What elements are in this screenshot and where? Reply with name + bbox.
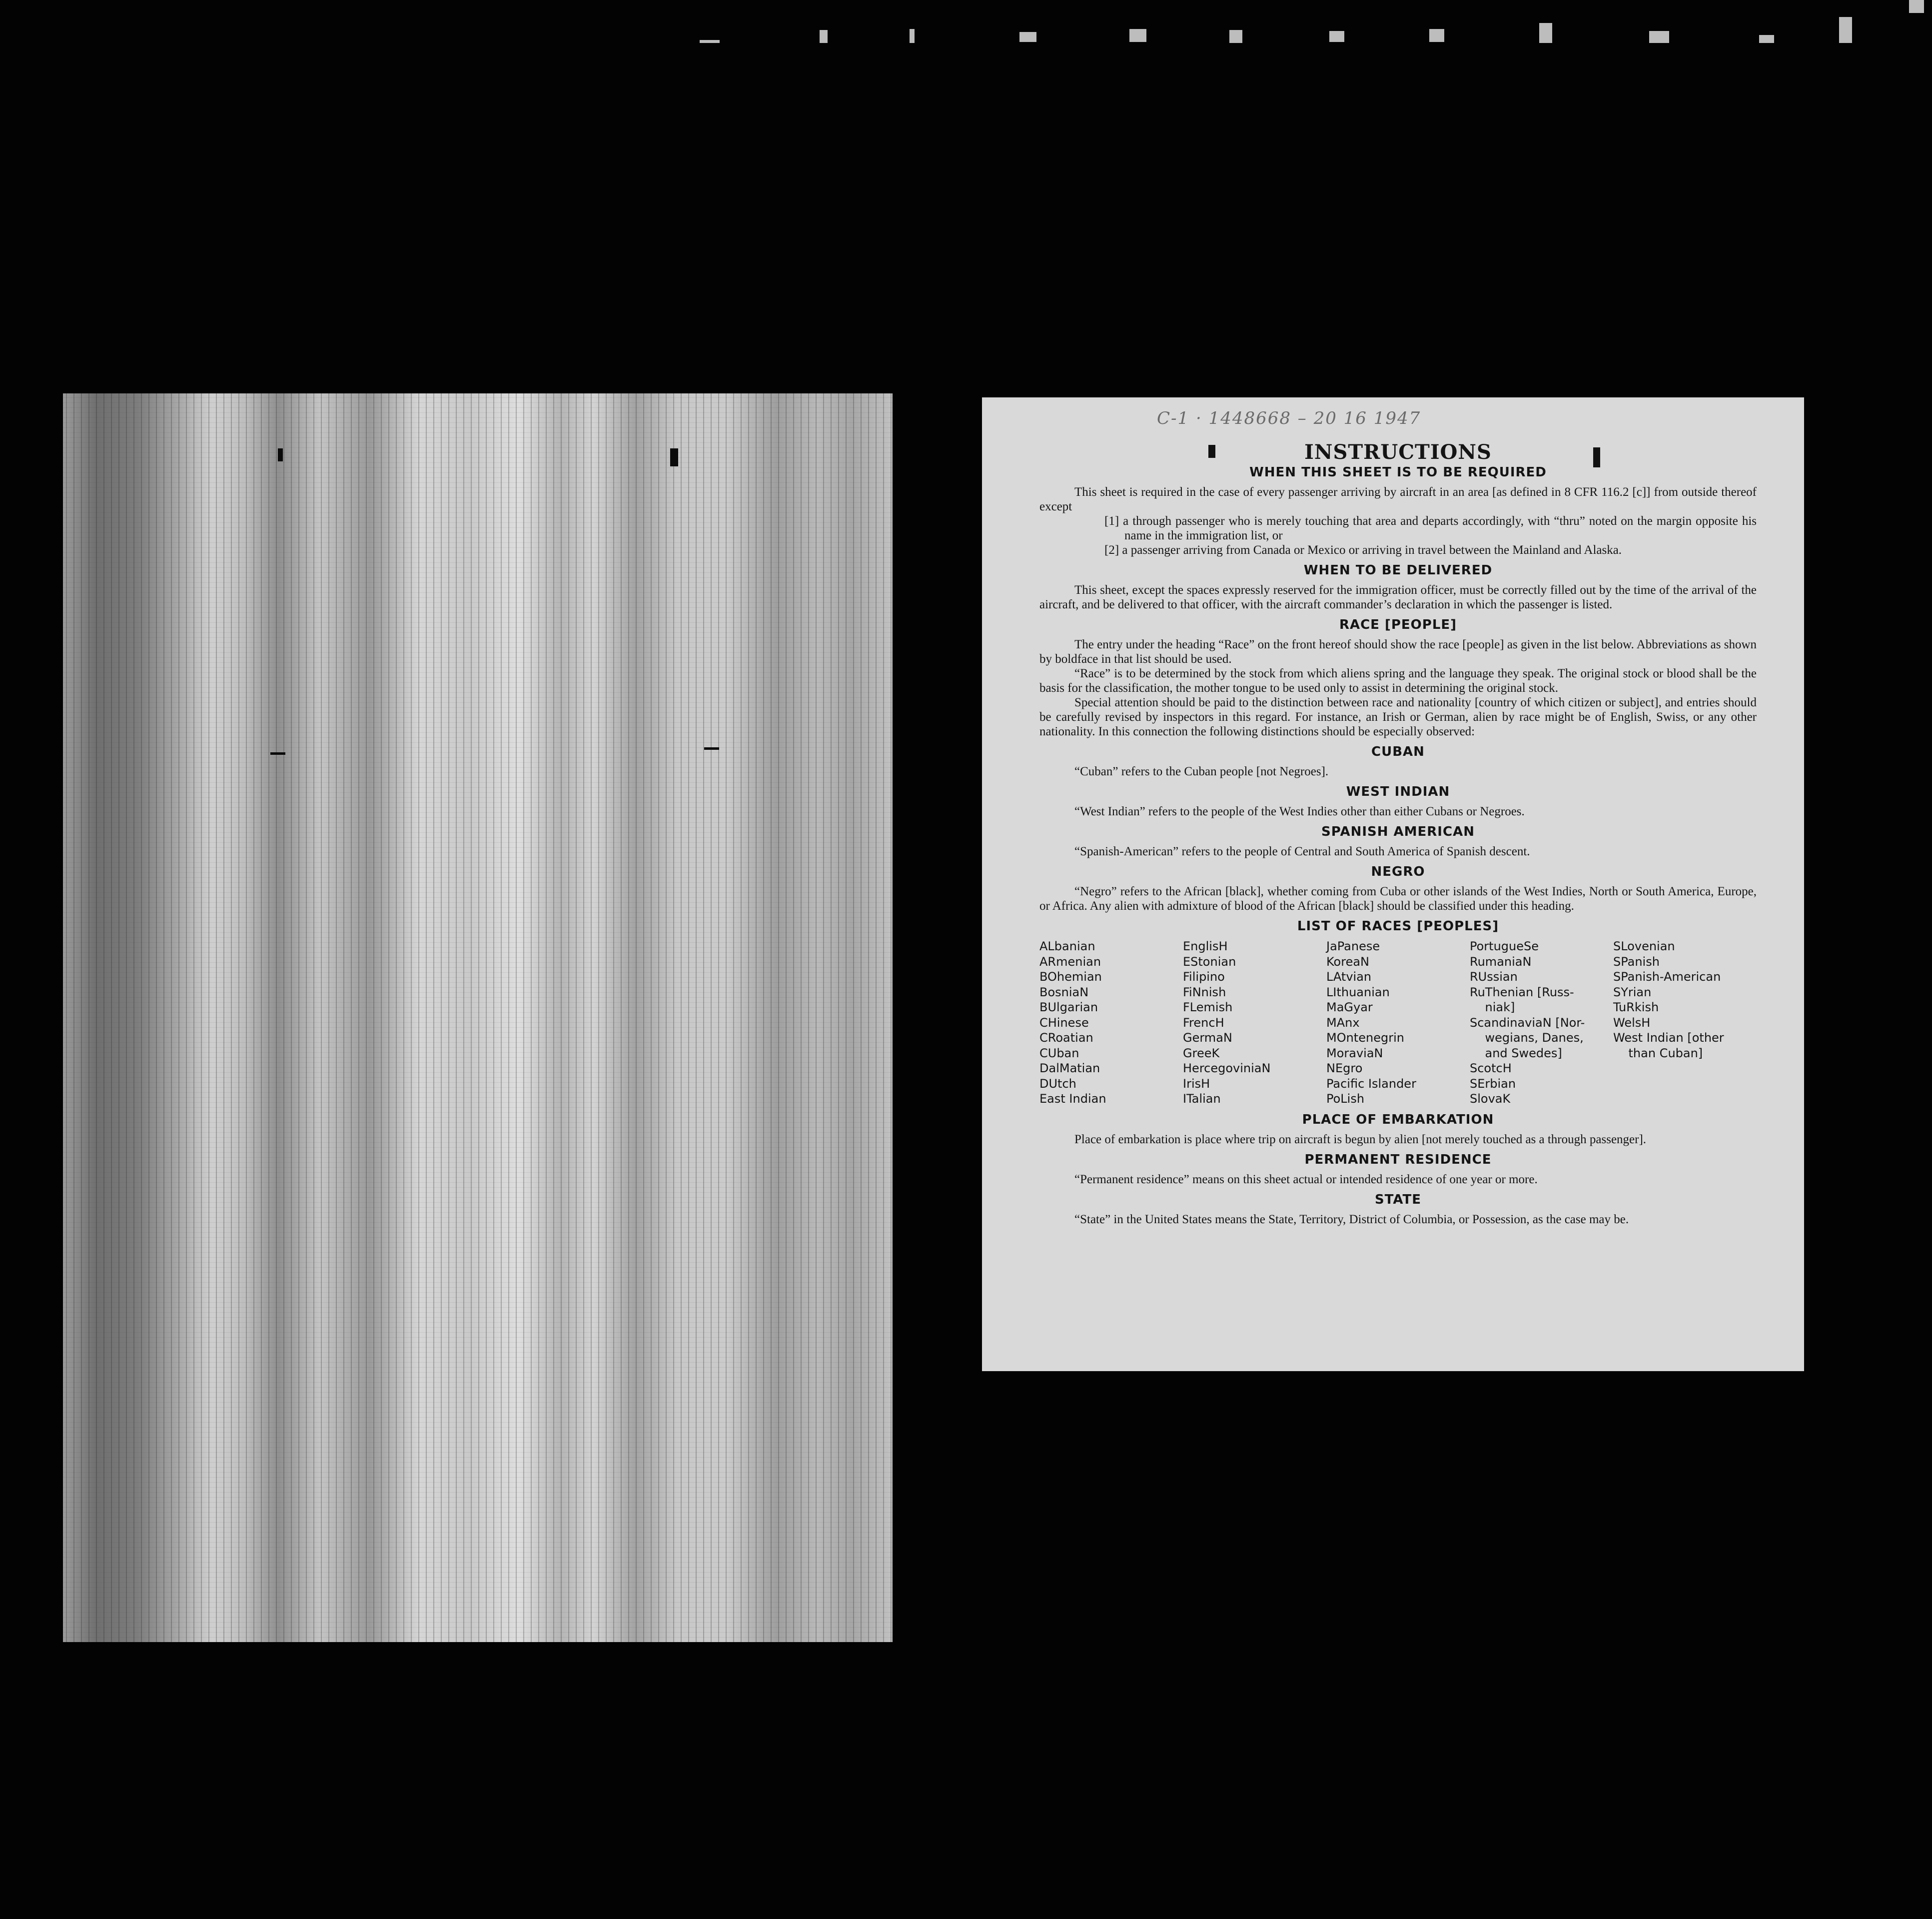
race-entry: SPanish-American [1613, 970, 1721, 984]
race-entry: ScandinaviaN [Nor- [1470, 1015, 1585, 1030]
section-paragraph: “West Indian” refers to the people of the West Indies other than either Cubans or Negroes. [1074, 805, 1525, 818]
race-entry: PortugueSe [1470, 939, 1539, 953]
race-entry: RuThenian [Russ- [1470, 985, 1574, 999]
races-column [1183, 939, 1326, 1107]
race-entry: Pacific Islander [1326, 1076, 1416, 1091]
punch-mark [670, 448, 678, 466]
races-heading: LIST OF RACES [PEOPLES] [1297, 919, 1499, 934]
race-entry: MAnx [1326, 1015, 1360, 1030]
race-entry: SPanish [1613, 954, 1660, 969]
race-entry: CRoatian [1039, 1031, 1093, 1045]
race-entry: WelsH [1613, 1015, 1651, 1030]
race-entry: HercegoviniaN [1183, 1061, 1271, 1075]
section-paragraph: Place of embarkation is place where trip on aircraft is begun by alien [not merely touched as a through passenger]. [1074, 1132, 1647, 1146]
race-entry: GreeK [1183, 1046, 1220, 1060]
race-entry: FiNnish [1183, 985, 1226, 999]
race-entry: EnglisH [1183, 939, 1228, 953]
race-entry: KoreaN [1326, 954, 1369, 969]
section-paragraph: This sheet is required in the case of every passenger arriving by aircraft in an area [as defined in 8 CFR 116.2 [c]] from outside thereof except [1039, 485, 1757, 513]
race-entry: SErbian [1470, 1076, 1516, 1091]
races-column [1470, 939, 1613, 1107]
film-edge-marks [690, 0, 1929, 50]
section-heading: PLACE OF EMBARKATION [1302, 1112, 1494, 1127]
race-entry: FrencH [1183, 1015, 1224, 1030]
section-heading: CUBAN [1371, 744, 1425, 759]
races-column [1039, 939, 1183, 1107]
race-entry: TuRkish [1613, 1000, 1659, 1014]
section-paragraph: “Cuban” refers to the Cuban people [not Negroes]. [1074, 765, 1329, 778]
section-paragraph: “Spanish-American” refers to the people of Central and South America of Spanish descent. [1074, 845, 1530, 858]
race-entry: JaPanese [1326, 939, 1380, 953]
section-paragraph: Special attention should be paid to the distinction between race and nationality [country of which citizen or subject], and entries should be carefully revised by inspectors in this regard. For instance, an Irish or German, alien by race might be of English, Swiss, or any other nationality. In this connection the following distinctions should be especially observed: [1039, 696, 1757, 738]
race-entry: GermaN [1183, 1031, 1232, 1045]
races-column [1326, 939, 1470, 1107]
race-entry: CHinese [1039, 1015, 1089, 1030]
race-entry: IrisH [1183, 1076, 1210, 1091]
race-entry: LAtvian [1326, 970, 1372, 984]
instructions-content [1039, 440, 1757, 1227]
race-entry: Filipino [1183, 970, 1225, 984]
race-entry: East Indian [1039, 1092, 1106, 1106]
race-entry: DUtch [1039, 1076, 1076, 1091]
race-entry: SLovenian [1613, 939, 1675, 953]
race-entry: CUban [1039, 1046, 1079, 1060]
handwritten-note: C-1 · 1448668 – 20 16 1947 [1157, 408, 1421, 428]
section-list-item: [1] a through passenger who is merely touching that area and departs accordingly, with “thru” noted on the margin opposite his name in the immigration list, or [1104, 514, 1757, 542]
race-entry: niak] [1470, 1000, 1515, 1014]
race-entry: ARmenian [1039, 954, 1101, 969]
race-entry: NEgro [1326, 1061, 1363, 1075]
section-paragraph: “State” in the United States means the State, Territory, District of Columbia, or Possession, as the case may be. [1074, 1212, 1629, 1226]
race-entry: MaGyar [1326, 1000, 1373, 1014]
section-heading: NEGRO [1371, 864, 1425, 879]
race-entry: DalMatian [1039, 1061, 1100, 1075]
race-entry: PoLish [1326, 1092, 1365, 1106]
race-entry: and Swedes] [1470, 1046, 1562, 1060]
race-entry: SlovaK [1470, 1092, 1511, 1106]
section-paragraph: “Race” is to be determined by the stock from which aliens spring and the language they speak. The original stock or blood shall be the basis for the classification, the mother tongue to be used only to assist in determining the original stock. [1039, 667, 1757, 695]
section-paragraph: This sheet, except the spaces expressly reserved for the immigration officer, must be correctly filled out by the time of the arrival of the aircraft, and be delivered to that officer, with the aircraft commander’s declaration in which the passenger is listed. [1039, 583, 1757, 611]
race-entry: FLemish [1183, 1000, 1233, 1014]
section-heading: WEST INDIAN [1346, 784, 1450, 799]
race-entry: SYrian [1613, 985, 1652, 999]
section-heading: SPANISH AMERICAN [1321, 824, 1475, 839]
section-paragraph: “Permanent residence” means on this sheet actual or intended residence of one year or more. [1074, 1172, 1538, 1186]
section-list-item: [2] a passenger arriving from Canada or Mexico or arriving in travel between the Mainland and Alaska. [1104, 543, 1622, 557]
races-list [1039, 939, 1757, 1107]
race-entry: ScotcH [1470, 1061, 1512, 1075]
race-entry: LIthuanian [1326, 985, 1390, 999]
race-entry: RumaniaN [1470, 954, 1532, 969]
instruction-sections [1039, 465, 1757, 913]
race-entry: BOhemian [1039, 970, 1102, 984]
race-entry: RUssian [1470, 970, 1518, 984]
section-heading: RACE [PEOPLE] [1339, 617, 1457, 632]
tick-mark [704, 747, 719, 750]
reverse-sheet [63, 393, 893, 1642]
race-entry: West Indian [other [1613, 1031, 1724, 1045]
section-heading: WHEN TO BE DELIVERED [1303, 563, 1493, 578]
race-entry: wegians, Danes, [1470, 1031, 1584, 1045]
section-paragraph: The entry under the heading “Race” on the front hereof should show the race [people] as given in the list below. Abbreviations as shown by boldface in that list should be used. [1039, 638, 1757, 666]
race-entry: than Cuban] [1613, 1046, 1703, 1060]
page-title: INSTRUCTIONS [1304, 440, 1492, 464]
race-entry: MoraviaN [1326, 1046, 1383, 1060]
section-heading: PERMANENT RESIDENCE [1304, 1152, 1492, 1167]
race-entry: EStonian [1183, 954, 1236, 969]
race-entry: BUlgarian [1039, 1000, 1098, 1014]
punch-mark [278, 448, 283, 461]
race-entry: MOntenegrin [1326, 1031, 1404, 1045]
instructions-sheet [982, 397, 1804, 1371]
section-paragraph: “Negro” refers to the African [black], whether coming from Cuba or other islands of the West Indies, North or South America, Europe, or Africa. Any alien with admixture of blood of the African [black] should be classified under this heading. [1039, 885, 1757, 913]
section-heading: STATE [1374, 1192, 1422, 1207]
section-heading: WHEN THIS SHEET IS TO BE REQUIRED [1249, 465, 1547, 480]
race-entry: ITalian [1183, 1092, 1221, 1106]
instruction-sections-after [1039, 1113, 1757, 1227]
races-column [1613, 939, 1757, 1107]
race-entry: BosniaN [1039, 985, 1089, 999]
race-entry: ALbanian [1039, 939, 1095, 953]
tick-mark [270, 752, 285, 755]
